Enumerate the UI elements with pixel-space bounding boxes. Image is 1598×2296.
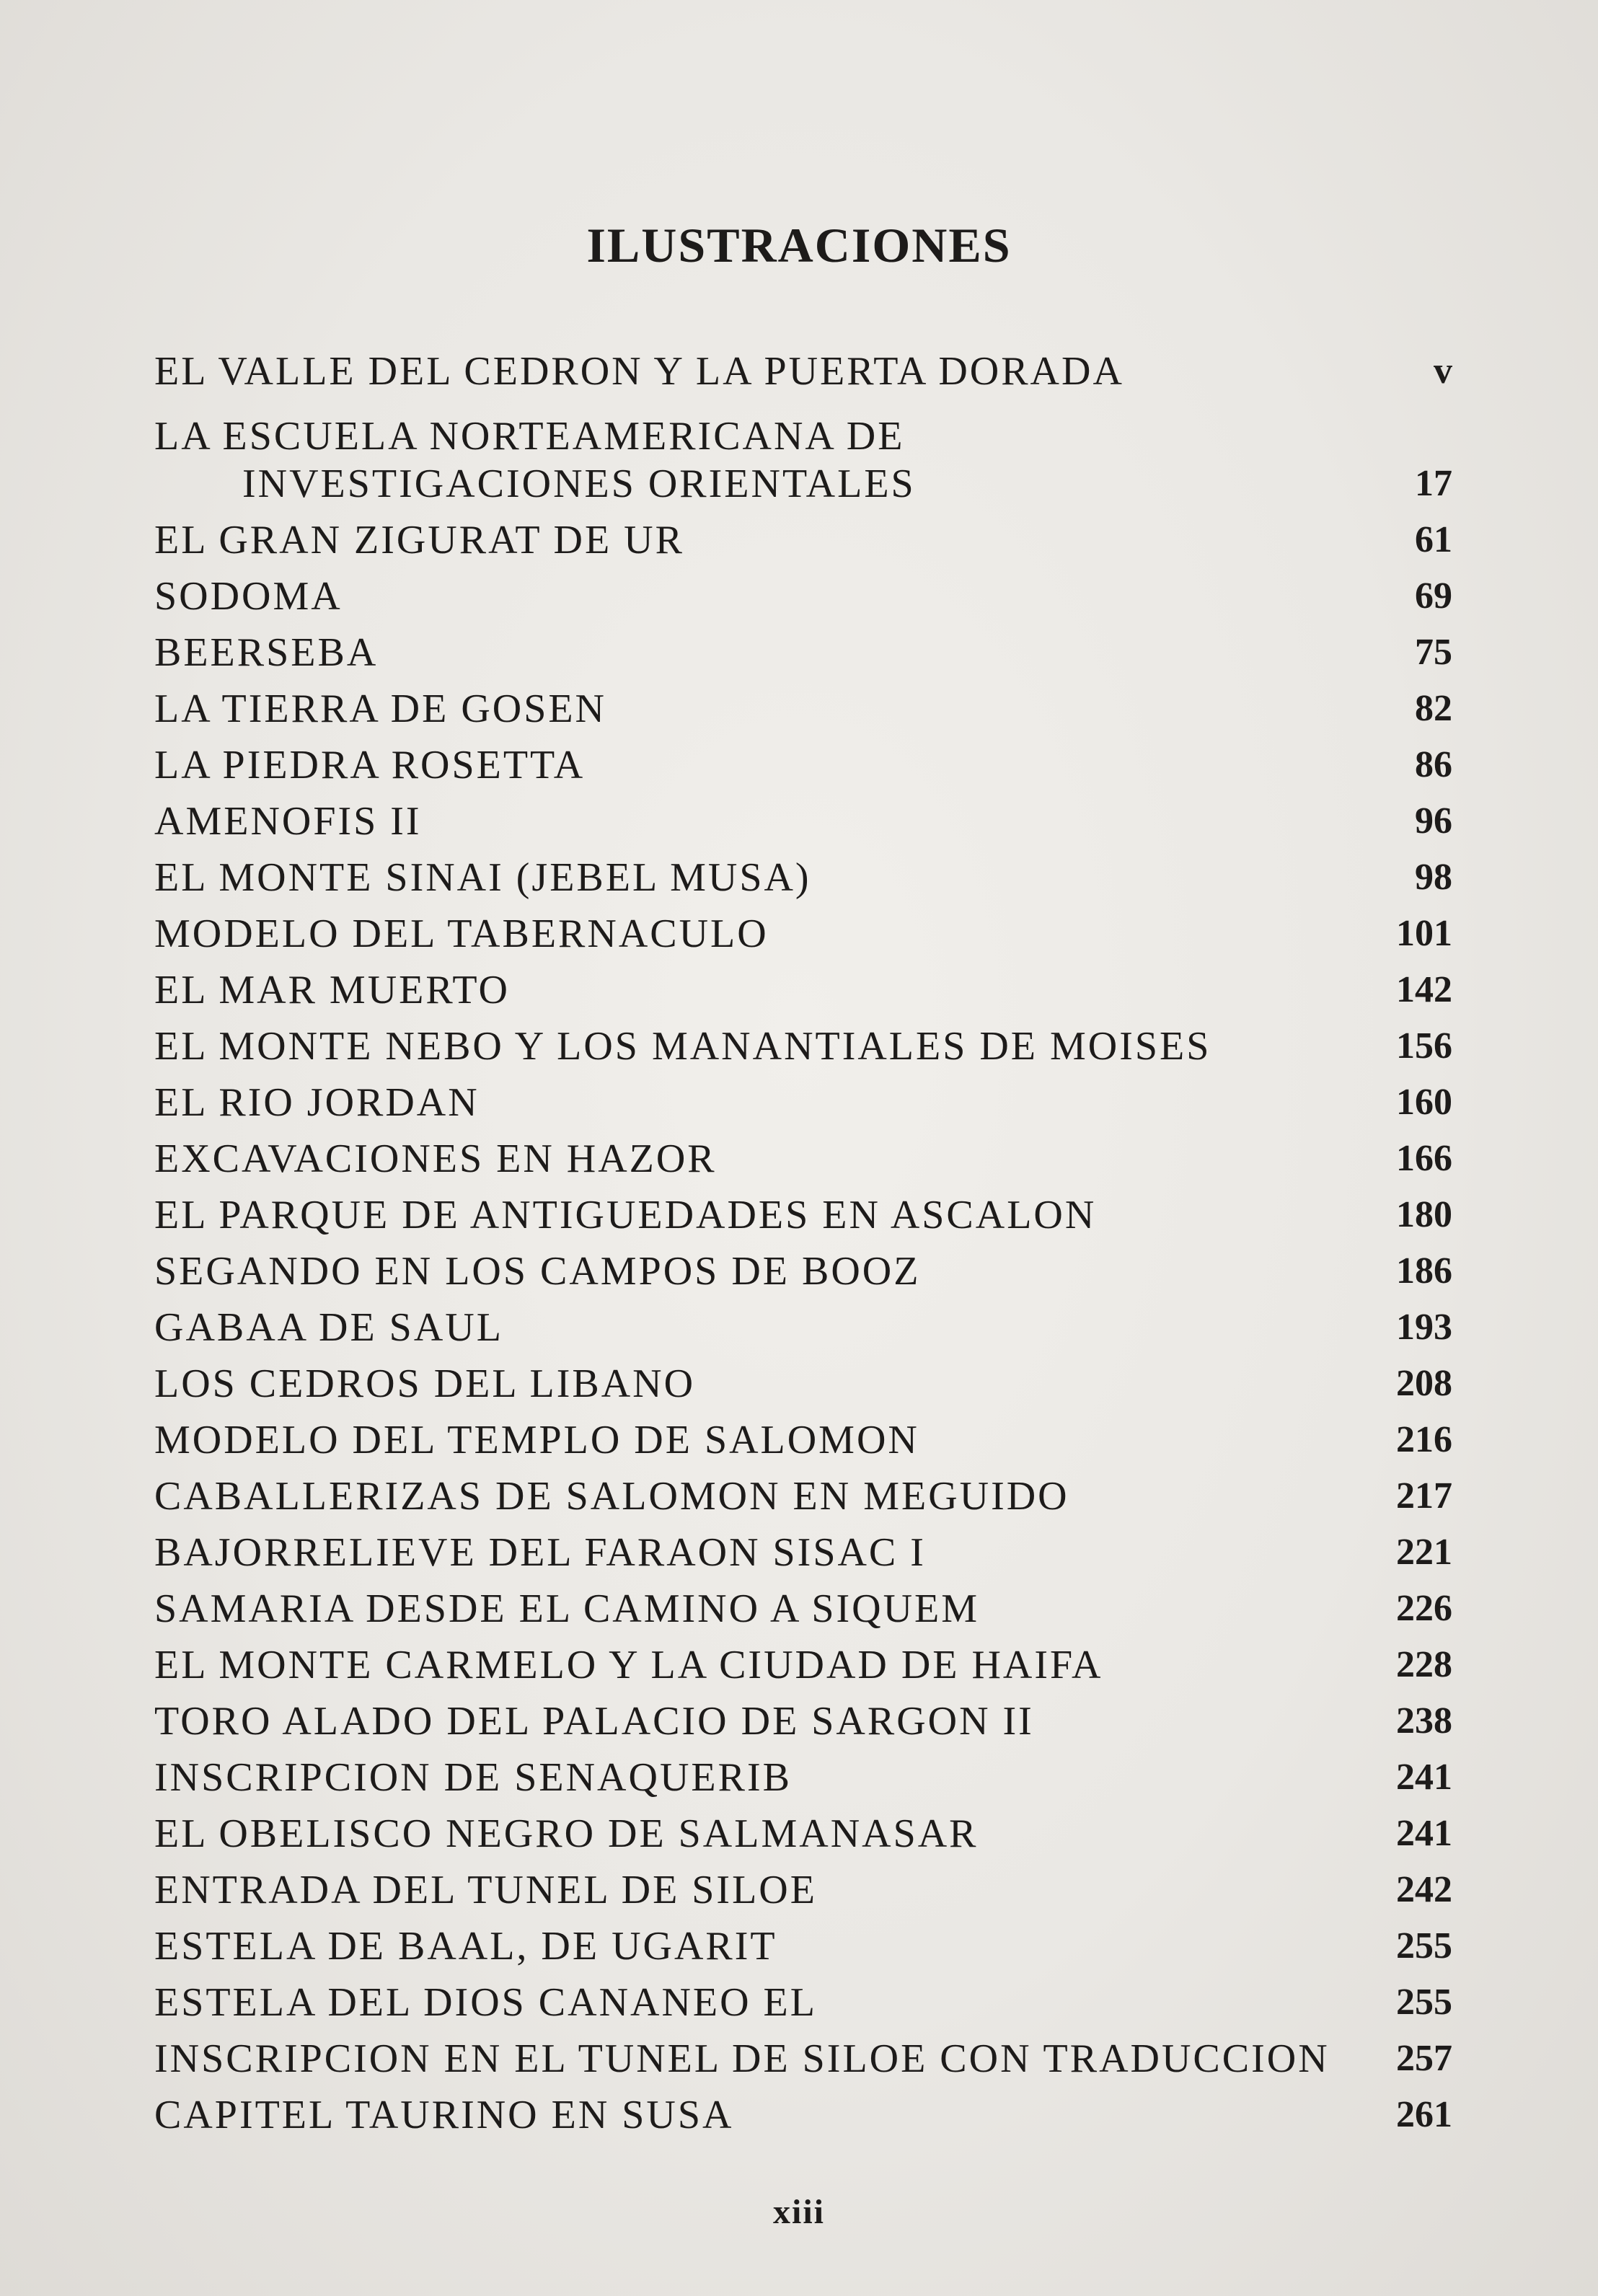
entry-title: GABAA DE SAUL	[154, 1305, 503, 1350]
entry-title: ESTELA DE BAAL, DE UGARIT	[154, 1924, 777, 1969]
entry-page-number: 75	[1415, 632, 1452, 673]
list-item	[154, 1689, 1452, 1745]
list-item	[154, 1014, 1452, 1070]
entry-title: AMENOFIS II	[154, 799, 422, 844]
entry-title: SAMARIA DESDE EL CAMINO A SIQUEM	[154, 1586, 980, 1631]
entry-title: LA TIERRA DE GOSEN	[154, 686, 606, 731]
entry-page-number: 186	[1396, 1250, 1452, 1292]
entry-title: INSCRIPCION DE SENAQUERIB	[154, 1755, 792, 1800]
entry-title: EL RIO JORDAN	[154, 1080, 480, 1125]
entry-title: EL MONTE CARMELO Y LA CIUDAD DE HAIFA	[154, 1643, 1103, 1687]
list-item	[154, 564, 1452, 620]
entry-page-number: 166	[1396, 1138, 1452, 1179]
list-item	[154, 620, 1452, 676]
entry-title: LOS CEDROS DEL LIBANO	[154, 1361, 696, 1406]
entry-title: SEGANDO EN LOS CAMPOS DE BOOZ	[154, 1249, 921, 1294]
list-item	[154, 508, 1452, 564]
entry-title: EL MONTE NEBO Y LOS MANANTIALES DE MOISES	[154, 1024, 1211, 1069]
entry-title: LA ESCUELA NORTEAMERICANA DE INVESTIGACIONES ORIENTALES	[154, 414, 916, 506]
list-item	[154, 789, 1452, 845]
list-item	[154, 1914, 1452, 1970]
entry-title: INSCRIPCION EN EL TUNEL DE SILOE CON TRADUCCION	[154, 2036, 1330, 2081]
list-item	[154, 395, 1452, 508]
entry-page-number: 69	[1415, 575, 1452, 617]
entry-page-number: 255	[1396, 1982, 1452, 2023]
entry-title: ENTRADA DEL TUNEL DE SILOE	[154, 1868, 817, 1912]
entry-page-number: 98	[1415, 857, 1452, 898]
list-item	[154, 1464, 1452, 1520]
entry-page-number: 86	[1415, 744, 1452, 785]
list-item	[154, 339, 1452, 395]
entry-page-number: 208	[1396, 1363, 1452, 1404]
entry-title: EL PARQUE DE ANTIGUEDADES EN ASCALON	[154, 1193, 1097, 1237]
entry-title: EL GRAN ZIGURAT DE UR	[154, 518, 684, 562]
list-item	[154, 1126, 1452, 1183]
list-item	[154, 1295, 1452, 1351]
entry-page-number: 261	[1396, 2094, 1452, 2135]
entry-title: EL MONTE SINAI (JEBEL MUSA)	[154, 855, 811, 900]
entry-page-number: 156	[1396, 1025, 1452, 1067]
list-item	[154, 1633, 1452, 1689]
entry-page-number: 242	[1396, 1869, 1452, 1910]
entry-page-number: 228	[1396, 1644, 1452, 1685]
entry-page-number: 216	[1396, 1419, 1452, 1460]
list-item	[154, 1183, 1452, 1239]
entry-title: EL MAR MUERTO	[154, 968, 510, 1012]
list-item	[154, 1576, 1452, 1633]
list-item	[154, 676, 1452, 733]
list-item	[154, 2026, 1452, 2083]
entry-page-number: 255	[1396, 1925, 1452, 1966]
entry-page-number: 221	[1396, 1532, 1452, 1573]
list-item	[154, 1351, 1452, 1408]
entry-page-number: 61	[1415, 519, 1452, 560]
list-item	[154, 845, 1452, 901]
list-item	[154, 1520, 1452, 1576]
page-folio: xiii	[772, 2193, 825, 2231]
page-title: ILUSTRACIONES	[586, 218, 1012, 273]
list-item	[154, 2083, 1452, 2139]
entry-page-number: 180	[1396, 1194, 1452, 1235]
entry-title: TORO ALADO DEL PALACIO DE SARGON II	[154, 1699, 1034, 1744]
list-item	[154, 733, 1452, 789]
entry-title: CAPITEL TAURINO EN SUSA	[154, 2093, 734, 2137]
list-item	[154, 1239, 1452, 1295]
entry-title: MODELO DEL TEMPLO DE SALOMON	[154, 1418, 919, 1462]
entry-page-number: 142	[1396, 969, 1452, 1010]
illustrations-list	[154, 339, 1452, 2139]
list-item	[154, 1970, 1452, 2026]
entry-page-number: 17	[1415, 463, 1452, 504]
list-item	[154, 1858, 1452, 1914]
entry-page-number: 238	[1396, 1700, 1452, 1741]
entry-page-number: 226	[1396, 1588, 1452, 1629]
list-item	[154, 1408, 1452, 1464]
entry-page-number: v	[1434, 350, 1452, 392]
entry-page-number: 82	[1415, 688, 1452, 729]
list-item	[154, 1801, 1452, 1858]
list-item	[154, 901, 1452, 958]
entry-page-number: 241	[1396, 1813, 1452, 1854]
entry-title: EXCAVACIONES EN HAZOR	[154, 1136, 717, 1181]
entry-title: BAJORRELIEVE DEL FARAON SISAC I	[154, 1530, 926, 1575]
entry-page-number: 217	[1396, 1475, 1452, 1516]
list-item	[154, 1070, 1452, 1126]
entry-title: ESTELA DEL DIOS CANANEO EL	[154, 1980, 817, 2025]
list-item	[154, 1745, 1452, 1801]
entry-title: BEERSEBA	[154, 630, 379, 675]
entry-title: LA PIEDRA ROSETTA	[154, 743, 586, 787]
entry-page-number: 160	[1396, 1082, 1452, 1123]
entry-title: CABALLERIZAS DE SALOMON EN MEGUIDO	[154, 1474, 1069, 1519]
entry-title: SODOMA	[154, 574, 343, 619]
entry-title: EL OBELISCO NEGRO DE SALMANASAR	[154, 1811, 979, 1856]
entry-title: EL VALLE DEL CEDRON Y LA PUERTA DORADA	[154, 349, 1124, 394]
entry-page-number: 193	[1396, 1307, 1452, 1348]
entry-page-number: 101	[1396, 913, 1452, 954]
entry-title: MODELO DEL TABERNACULO	[154, 911, 769, 956]
entry-page-number: 257	[1396, 2038, 1452, 2079]
entry-page-number: 241	[1396, 1757, 1452, 1798]
list-item	[154, 958, 1452, 1014]
entry-page-number: 96	[1415, 800, 1452, 842]
